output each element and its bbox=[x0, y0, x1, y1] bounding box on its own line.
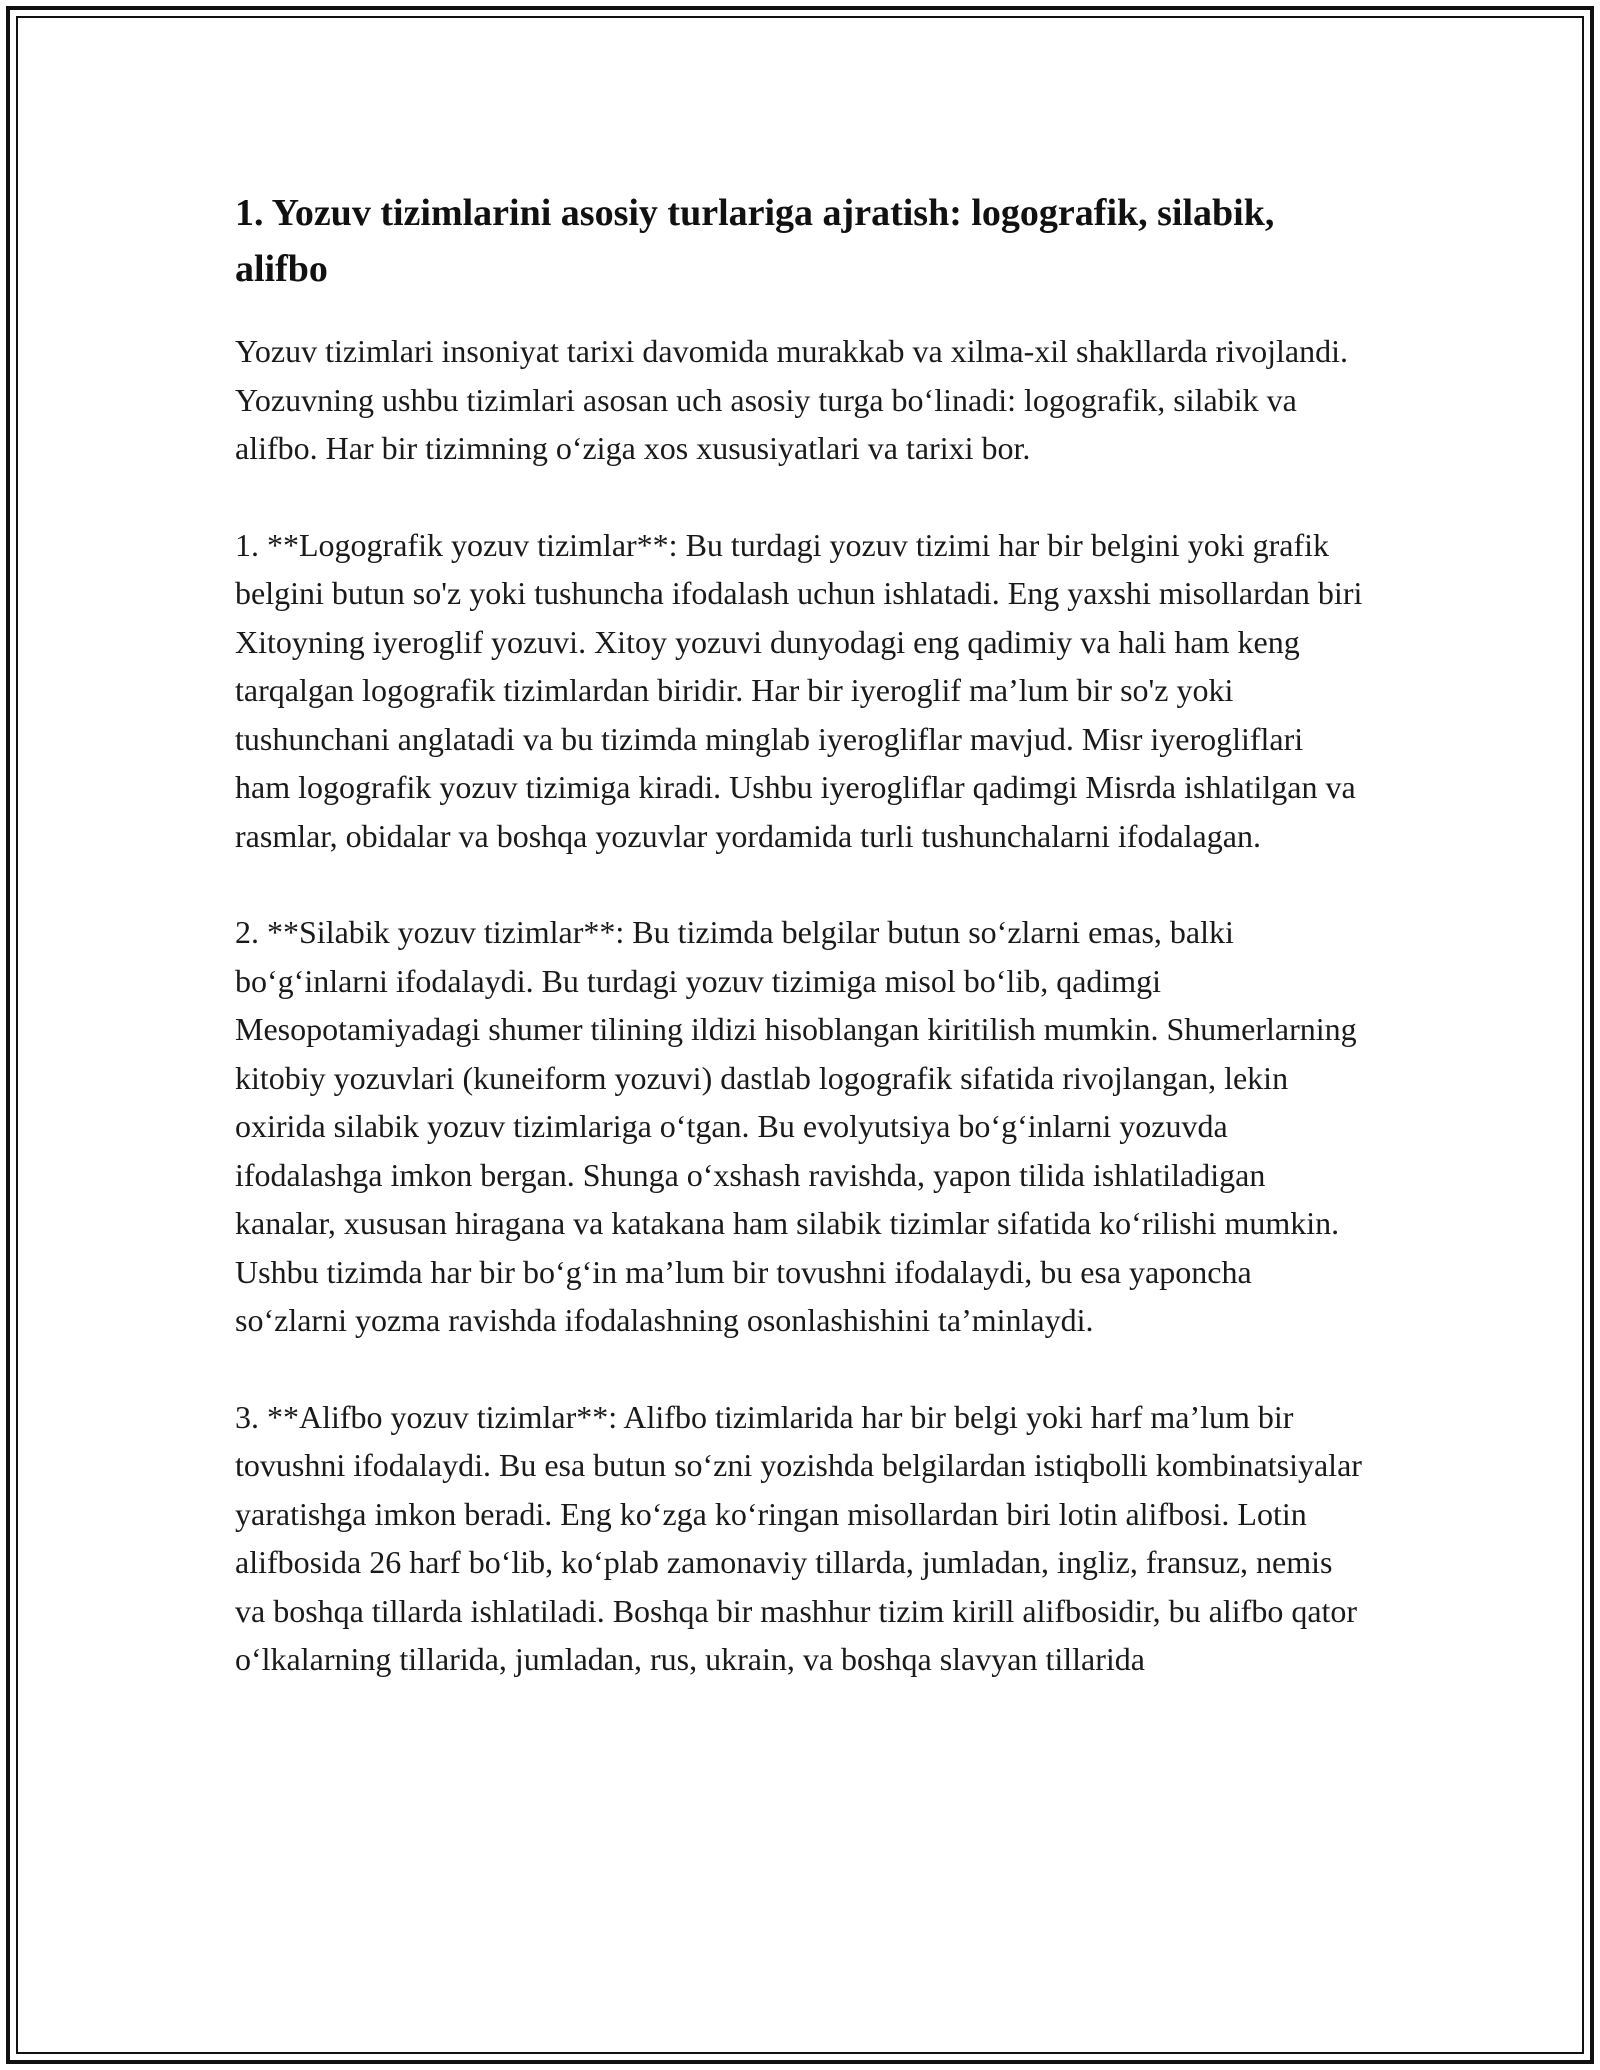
syllabic-paragraph: 2. **Silabik yozuv tizimlar**: Bu tizimda belgilar butun so‘zlarni emas, balki bo‘g‘inlarni ifodalaydi. Bu turdagi yozuv tizimiga misol bo‘lib, qadimgi Mesopotamiyadagi shumer tilining ildizi hisoblangan kiritilish mumkin. Shumerlarning kitobiy yozuvlari (kuneiform yozuvi) dastlab logografik sifatida rivojlangan, lekin oxirida silabik yozuv tizimlariga o‘tgan. Bu evolyutsiya bo‘g‘inlarni yozuvda ifodalashga imkon bergan. Shunga o‘xshash ravishda, yapon tilida ishlatiladigan kanalar, xususan hiragana va katakana ham silabik tizimlar sifatida ko‘rilishi mumkin. Ushbu tizimda har bir bo‘g‘in ma’lum bir tovushni ifodalaydi, bu esa yaponcha so‘zlarni yozma ravishda ifodalashning osonlashishini ta’minlaydi. bbox=[235, 914, 1357, 1338]
alphabet-paragraph: 3. **Alifbo yozuv tizimlar**: Alifbo tizimlarida har bir belgi yoki harf ma’lum bir tovushni ifodalaydi. Bu esa butun so‘zni yozishda belgilardan istiqbolli kombinatsiyalar yaratishga imkon beradi. Eng ko‘zga ko‘ringan misollardan biri lotin alifbosi. Lotin alifbosida 26 harf bo‘lib, ko‘plab zamonaviy tillarda, jumladan, ingliz, fransuz, nemis va boshqa tillarda ishlatiladi. Boshqa bir mashhur tizim kirill alifbosidir, bu alifbo qator o‘lkalarning tillarida, jumladan, rus, ukrain, va boshqa slavyan tillarida bbox=[235, 1398, 1362, 1677]
intro-paragraph: Yozuv tizimlari insoniyat tarixi davomida murakkab va xilma-xil shakllarda rivojlandi. Yozuvning ushbu tizimlari asosan uch asosiy turga bo‘linadi: logografik, silabik va alifbo. Har bir tizimning o‘ziga xos xususiyatlari va tarixi bor. bbox=[235, 333, 1348, 466]
document-body bbox=[235, 185, 1365, 1732]
logographic-paragraph: 1. **Logografik yozuv tizimlar**: Bu turdagi yozuv tizimi har bir belgini yoki grafik belgini butun so'z yoki tushuncha ifodalash uchun ishlatadi. Eng yaxshi misollardan biri Xitoyning iyeroglif yozuvi. Xitoy yozuvi dunyodagi eng qadimiy va hali ham keng tarqalgan logografik tizimlardan biridir. Har bir iyeroglif ma’lum bir so'z yoki tushunchani anglatadi va bu tizimda minglab iyerogliflar mavjud. Misr iyerogliflari ham logografik yozuv tizimiga kiradi. Ushbu iyerogliflar qadimgi Misrda ishlatilgan va rasmlar, obidalar va boshqa yozuvlar yordamida turli tushunchalarni ifodalagan. bbox=[235, 526, 1363, 854]
section-heading: 1. Yozuv tizimlarini asosiy turlariga ajratish: logografik, silabik, alifbo bbox=[235, 192, 1275, 290]
